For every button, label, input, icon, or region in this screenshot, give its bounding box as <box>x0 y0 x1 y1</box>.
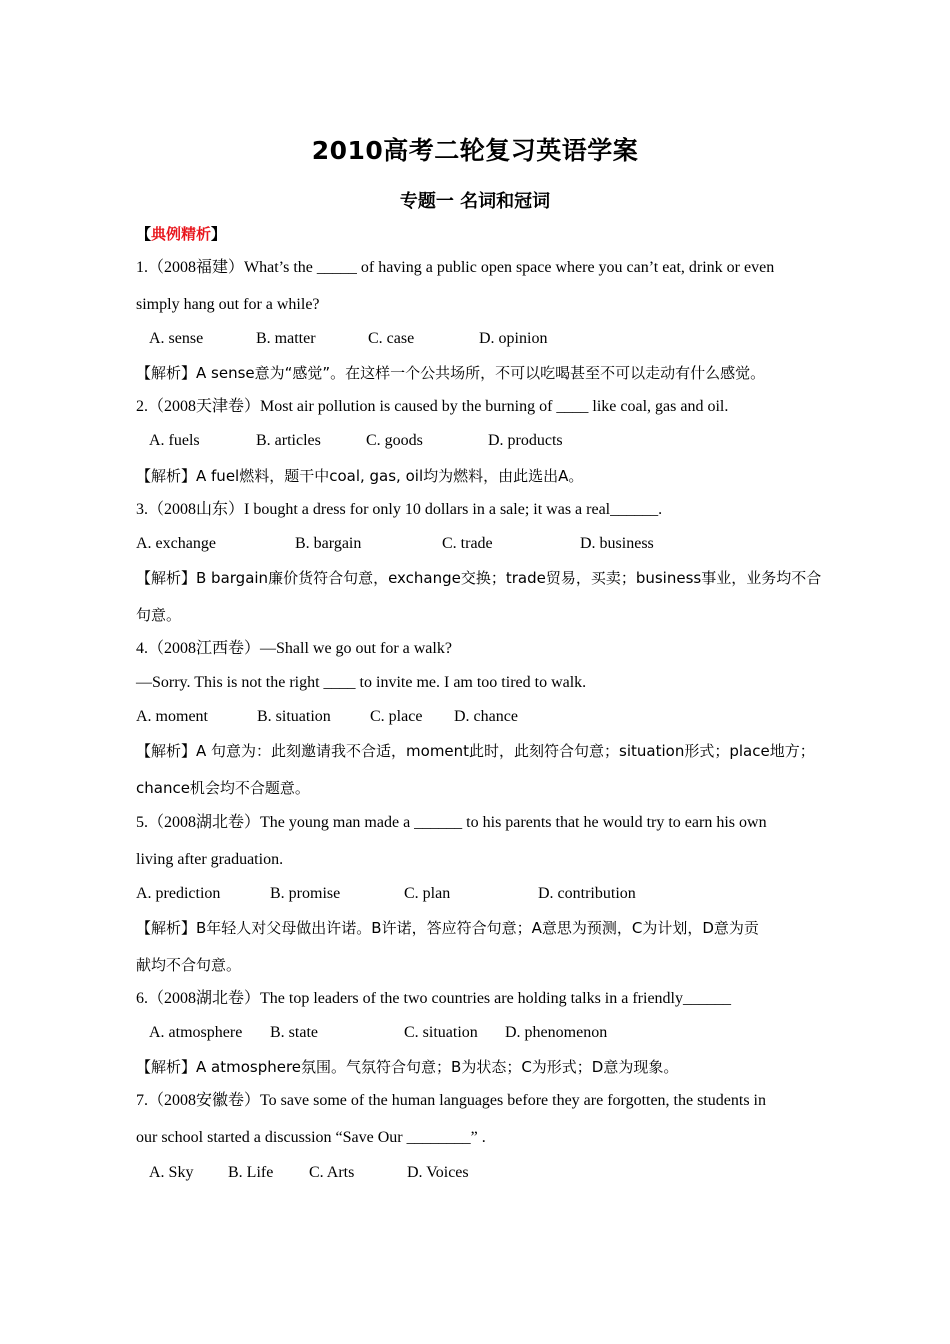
option-c: C. trade <box>442 535 493 552</box>
option-a: A. atmosphere <box>149 1024 243 1041</box>
question-5-stem-line-1: 5.（2008湖北卷）The young man made a ______ to his parents that he would try to earn his own <box>136 814 767 831</box>
question-7-stem-line-1: 7.（2008安徽卷）To save some of the human languages before they are forgotten, the students in <box>136 1092 766 1109</box>
question-1-stem-line-2: simply hang out for a while? <box>136 296 320 313</box>
option-d: D. opinion <box>479 330 548 347</box>
option-c: C. place <box>370 708 423 725</box>
section-heading <box>136 224 826 244</box>
question-4-analysis-line-2: chance机会均不合题意。 <box>136 779 310 797</box>
option-d: D. chance <box>454 708 518 725</box>
option-a: A. prediction <box>136 885 221 902</box>
option-b: B. state <box>270 1024 318 1041</box>
question-5-stem-line-2: living after graduation. <box>136 851 284 868</box>
question-5-analysis-line-2: 献均不合句意。 <box>136 956 242 974</box>
option-d: D. products <box>488 432 563 449</box>
question-1-stem-line-1: 1.（2008福建）What’s the _____ of having a public open space where you can’t eat, drink or even <box>136 259 775 276</box>
question-4-analysis-line-1: 【解析】A 句意为：此刻邀请我不合适，moment此时，此刻符合句意；situation形式；place地方； <box>136 742 815 760</box>
option-a: A. sense <box>149 330 204 347</box>
option-c: C. Arts <box>309 1164 355 1181</box>
option-b: B. Life <box>228 1164 274 1181</box>
question-4-stem-line-2: —Sorry. This is not the right ____ to invite me. I am too tired to walk. <box>136 674 587 691</box>
question-2-analysis: 【解析】A fuel燃料，题干中coal, gas, oil均为燃料，由此选出A。 <box>136 467 584 485</box>
option-b: B. articles <box>256 432 321 449</box>
option-c: C. case <box>368 330 415 347</box>
bracket-open: 【 <box>136 225 152 243</box>
option-d: D. contribution <box>538 885 636 902</box>
question-6-stem-line-1: 6.（2008湖北卷）The top leaders of the two countries are holding talks in a friendly______ <box>136 990 731 1007</box>
option-d: D. phenomenon <box>505 1024 608 1041</box>
option-c: C. goods <box>366 432 423 449</box>
option-b: B. promise <box>270 885 341 902</box>
option-b: B. situation <box>257 708 331 725</box>
option-a: A. moment <box>136 708 208 725</box>
section-label: 典例精析 <box>151 225 212 243</box>
option-d: D. Voices <box>407 1164 469 1181</box>
question-5-analysis-line-1: 【解析】B年轻人对父母做出许诺。B许诺，答应符合句意；A意思为预测，C为计划，D意为贡 <box>136 919 759 937</box>
question-1-analysis: 【解析】A sense意为“感觉”。在这样一个公共场所，不可以吃喝甚至不可以走动有什么感觉。 <box>136 364 766 382</box>
question-7-stem-line-2: our school started a discussion “Save Our ________” . <box>136 1129 486 1146</box>
option-a: A. exchange <box>136 535 216 552</box>
question-6-analysis: 【解析】A atmosphere氛围。气氛符合句意；B为状态；C为形式；D意为现象。 <box>136 1058 679 1076</box>
option-a: A. Sky <box>149 1164 194 1181</box>
option-c: C. situation <box>404 1024 478 1041</box>
question-3-stem-line-1: 3.（2008山东）I bought a dress for only 10 dollars in a sale; it was a real______. <box>136 501 663 518</box>
bracket-close: 】 <box>211 225 227 243</box>
option-b: B. bargain <box>295 535 362 552</box>
option-d: D. business <box>580 535 654 552</box>
question-2-stem-line-1: 2.（2008天津卷）Most air pollution is caused by the burning of ____ like coal, gas and oil. <box>136 398 729 415</box>
option-b: B. matter <box>256 330 316 347</box>
option-a: A. fuels <box>149 432 200 449</box>
question-3-analysis-line-2: 句意。 <box>136 606 182 624</box>
page-subtitle: 专题一 名词和冠词 <box>399 191 551 212</box>
option-c: C. plan <box>404 885 451 902</box>
question-3-analysis-line-1: 【解析】B bargain廉价货符合句意，exchange交换；trade贸易，买卖；business事业，业务均不合 <box>136 569 822 587</box>
page-title: 2010高考二轮复习英语学案 <box>311 136 639 165</box>
question-4-stem-line-1: 4.（2008江西卷）—Shall we go out for a walk? <box>136 640 452 657</box>
